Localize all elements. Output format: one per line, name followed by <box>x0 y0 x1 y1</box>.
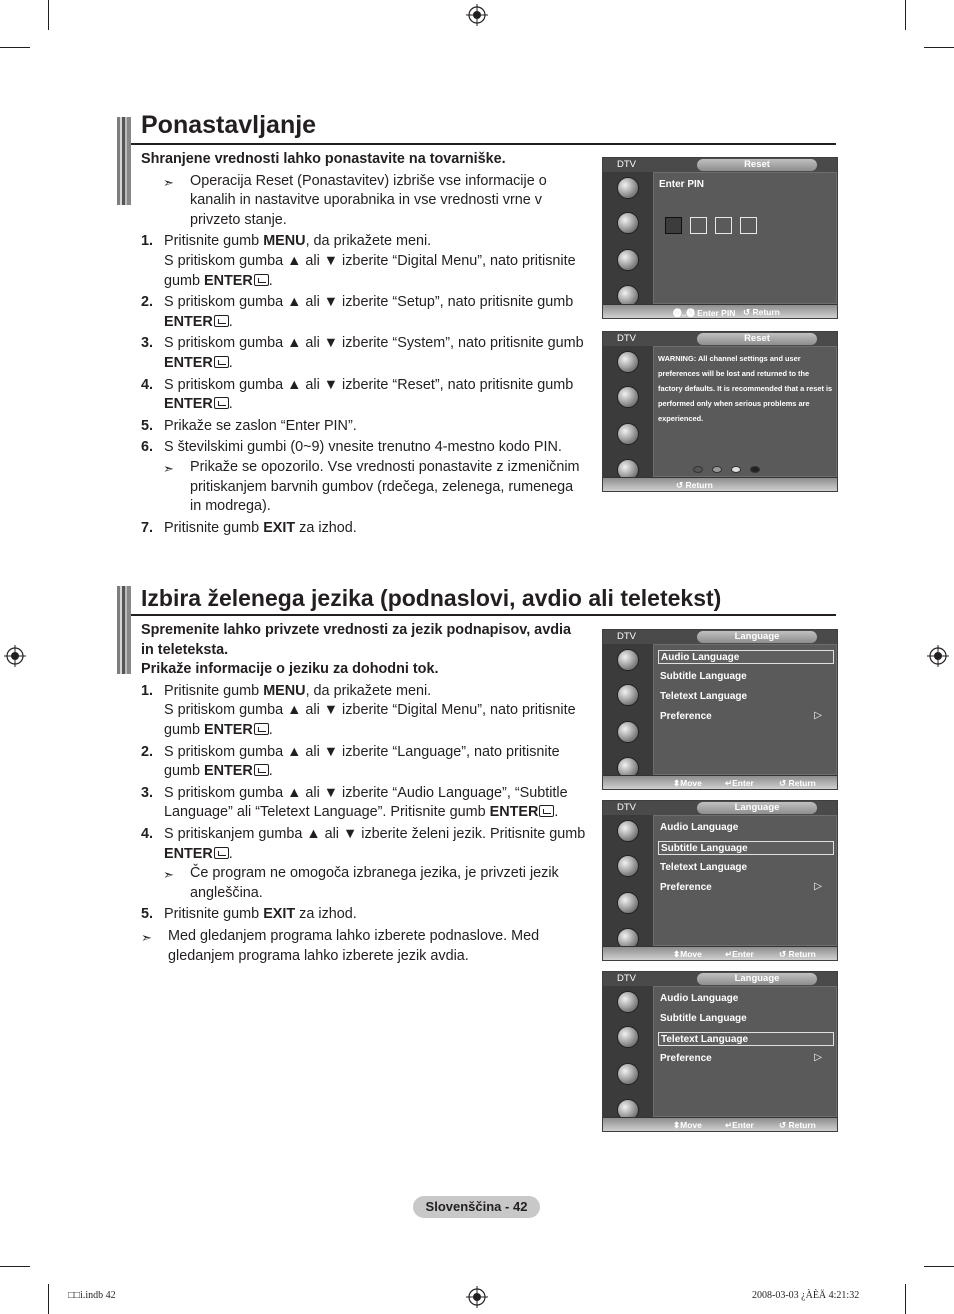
setup-icon <box>617 721 639 743</box>
warning-text: WARNING: All channel settings and user preferences will be lost and returned to the factory defaults. It is recommended that a reset is performed only when serious problems are experienced. <box>658 354 833 423</box>
menu-item-teletext-language[interactable]: Teletext Language <box>660 862 748 873</box>
osd-language-audio: DTV Language Audio Language Subtitle Language Teletext Language Preference ▷ ⬍Move ↵Enter ↺ Return <box>602 629 838 790</box>
note-arrow-icon: ➣ <box>141 929 152 945</box>
blue-button-dot <box>750 466 760 473</box>
osd-title: Reset <box>697 333 817 345</box>
setup-icon <box>617 1063 639 1085</box>
print-slug-date: 2008-03-03 ¿ÀÈÄ 4:21:32 <box>752 1290 860 1301</box>
enter-icon <box>539 805 554 817</box>
channel-icon <box>617 177 639 199</box>
menu-item-subtitle-language[interactable]: Subtitle Language <box>660 671 747 682</box>
note: ➣ Prikaže se opozorilo. Vse vrednosti ponastavite z izmeničnim pritiskanjem barvnih gumbov (rdečega, zelenega, rumenega in modrega). <box>163 458 587 517</box>
menu-item-subtitle-language[interactable]: Subtitle Language <box>658 841 834 855</box>
enter-icon <box>214 847 229 859</box>
menu-item-preference[interactable]: Preference <box>660 882 712 893</box>
red-button-dot <box>693 466 703 473</box>
crop-mark <box>905 0 906 30</box>
setup-icon <box>617 423 639 445</box>
section-bar <box>117 586 131 674</box>
enter-icon <box>254 764 269 776</box>
guide-icon <box>617 212 639 234</box>
note-arrow-icon: ➣ <box>163 174 174 190</box>
enter-icon <box>254 723 269 735</box>
crop-mark <box>48 0 49 30</box>
step: 3. S pritiskom gumba ▲ ali ▼ izberite “System”, nato pritisnite gumb ENTER . <box>141 335 584 371</box>
crop-mark <box>924 47 954 48</box>
step: 5. Prikaže se zaslon “Enter PIN”. <box>141 417 357 434</box>
pin-digit[interactable] <box>715 217 732 234</box>
step: 2. S pritiskom gumba ▲ ali ▼ izberite “Language”, nato pritisnite gumb ENTER . <box>141 743 560 780</box>
intro: Prikaže informacije o jeziku za dohodni tok. <box>141 661 439 678</box>
enter-icon <box>254 274 269 286</box>
section-title-reset: Ponastavljanje <box>141 111 317 139</box>
guide-icon <box>617 1026 639 1048</box>
intro: Shranjene vrednosti lahko ponastavite na tovarniške. <box>141 151 506 167</box>
step: 3. S pritiskom gumba ▲ ali ▼ izberite “Audio Language”, “Subtitle Language” ali “Teletext Language”. Pritisnite gumb ENTER . <box>141 784 568 821</box>
pin-digit[interactable] <box>665 217 682 234</box>
osd-language-teletext: DTV Language Audio Language Subtitle Language Teletext Language Preference ▷ ⬍Move ↵Enter ↺ Return <box>602 971 838 1132</box>
setup-icon <box>617 249 639 271</box>
title-rule <box>131 614 836 616</box>
registration-mark-icon <box>466 1286 488 1308</box>
osd-title: Reset <box>697 159 817 171</box>
pin-digit[interactable] <box>690 217 707 234</box>
note: ➣ Če program ne omogoča izbranega jezika, je privzeti jezik angleščina. <box>163 864 587 903</box>
osd-title: Language <box>697 802 817 814</box>
menu-item-audio-language[interactable]: Audio Language <box>660 993 739 1004</box>
crop-mark <box>924 1266 954 1267</box>
menu-item-audio-language[interactable]: Audio Language <box>658 650 834 664</box>
chevron-right-icon: ▷ <box>814 1052 822 1063</box>
enter-icon <box>214 356 229 368</box>
guide-icon <box>617 386 639 408</box>
step: 1. Pritisnite gumb MENU, da prikažete meni. S pritiskom gumba ▲ ali ▼ izberite “Digital Menu”, nato pritisnite gumb ENTER . <box>141 233 576 289</box>
title-rule <box>131 143 836 145</box>
reset-text <box>141 150 587 538</box>
channel-icon <box>617 820 639 842</box>
intro: Spremenite lahko privzete vrednosti za jezik podnapisov, avdia in teleteksta. <box>141 622 571 658</box>
section-bar <box>117 117 131 205</box>
guide-icon <box>617 684 639 706</box>
step: 2. S pritiskom gumba ▲ ali ▼ izberite “Setup”, nato pritisnite gumb ENTER . <box>141 294 574 330</box>
registration-mark-icon <box>4 645 26 667</box>
chevron-right-icon: ▷ <box>814 881 822 892</box>
channel-icon <box>617 991 639 1013</box>
section-title-language: Izbira želenega jezika (podnaslovi, avdio ali teletekst) <box>141 585 722 611</box>
step: 6. S številskimi gumbi (0~9) vnesite trenutno 4-mestno kodo PIN. <box>141 439 562 456</box>
crop-mark <box>48 1284 49 1314</box>
enter-icon <box>214 397 229 409</box>
step: 4. S pritiskanjem gumba ▲ ali ▼ izberite želeni jezik. Pritisnite gumb ENTER . <box>141 825 586 862</box>
note: ➣ Med gledanjem programa lahko izberete podnaslove. Med gledanjem programa lahko izberete jezik avdia. <box>141 927 587 966</box>
channel-icon <box>617 351 639 373</box>
osd-title: Language <box>697 973 817 985</box>
setup-icon <box>617 892 639 914</box>
menu-item-preference[interactable]: Preference <box>660 711 712 722</box>
step: 4. S pritiskom gumba ▲ ali ▼ izberite “Reset”, nato pritisnite gumb ENTER . <box>141 376 574 413</box>
step: 1. Pritisnite gumb MENU, da prikažete meni. S pritiskom gumba ▲ ali ▼ izberite “Digital Menu”, nato pritisnite gumb ENTER . <box>141 682 576 738</box>
note-arrow-icon: ➣ <box>163 460 174 476</box>
pin-digit[interactable] <box>740 217 757 234</box>
osd-title: Language <box>697 631 817 643</box>
guide-icon <box>617 855 639 877</box>
menu-item-teletext-language[interactable]: Teletext Language <box>658 1032 834 1046</box>
osd-reset-warning: DTV Reset WARNING: All channel settings and user preferences will be lost and returned to the factory defaults. It is recommended that a reset is performed only when serious problems are experienced. ↺ Return <box>602 331 838 492</box>
page-number: Slovenščina - 42 <box>413 1196 540 1218</box>
language-text <box>141 621 587 966</box>
step: 7. Pritisnite gumb EXIT za izhod. <box>141 519 357 536</box>
crop-mark <box>0 1266 30 1267</box>
menu-item-teletext-language[interactable]: Teletext Language <box>660 691 748 702</box>
menu-item-subtitle-language[interactable]: Subtitle Language <box>660 1013 747 1024</box>
registration-mark-icon <box>466 4 488 26</box>
enter-pin-label: Enter PIN <box>659 179 705 190</box>
crop-mark <box>905 1284 906 1314</box>
enter-icon <box>214 315 229 327</box>
chevron-right-icon: ▷ <box>814 710 822 721</box>
menu-item-audio-language[interactable]: Audio Language <box>660 822 739 833</box>
osd-enter-pin: DTV Reset Enter PIN ⓿..❾ Enter PIN ↺ Return <box>602 157 838 319</box>
step: 5. Pritisnite gumb EXIT za izhod. <box>141 906 357 923</box>
green-button-dot <box>712 466 722 473</box>
print-slug-file: □□i.indb 42 <box>68 1290 116 1301</box>
channel-icon <box>617 649 639 671</box>
menu-item-preference[interactable]: Preference <box>660 1053 712 1064</box>
crop-mark <box>0 47 30 48</box>
yellow-button-dot <box>731 466 741 473</box>
osd-language-subtitle: DTV Language Audio Language Subtitle Language Teletext Language Preference ▷ ⬍Move ↵Enter ↺ Return <box>602 800 838 961</box>
registration-mark-icon <box>927 645 949 667</box>
note: ➣ Operacija Reset (Ponastavitev) izbriše vse informacije o kanalih in nastavitve uporabnika in vse vrednosti vrne v privzeto stanje. <box>163 172 587 231</box>
note-arrow-icon: ➣ <box>163 867 174 883</box>
